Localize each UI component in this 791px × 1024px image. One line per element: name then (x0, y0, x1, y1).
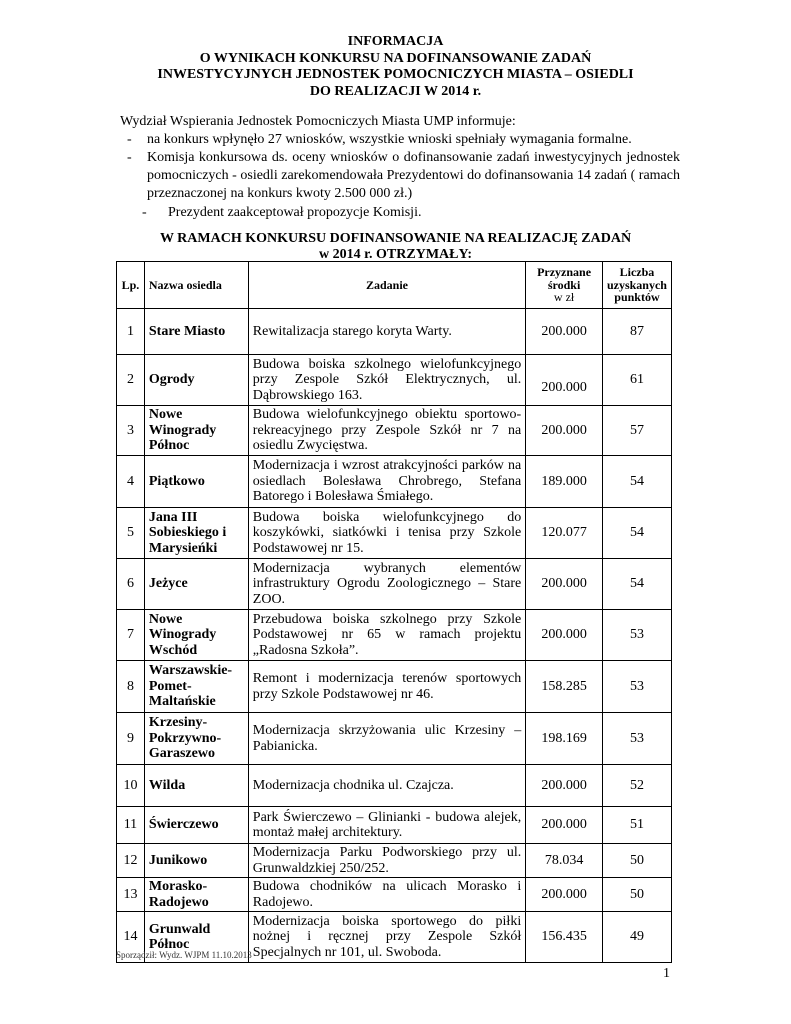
cell-name: Junikowo (144, 844, 248, 878)
cell-lp: 4 (117, 456, 145, 508)
cell-lp: 6 (117, 559, 145, 610)
cell-lp: 9 (117, 713, 145, 765)
cell-lp: 3 (117, 406, 145, 456)
cell-points: 50 (602, 844, 671, 878)
table-row (117, 355, 672, 406)
header-points-line: punktów (614, 290, 660, 305)
cell-name: Nowe Winogrady Wschód (144, 610, 248, 661)
table-row (117, 807, 672, 844)
title-line: DO REALIZACJI W 2014 r. (309, 83, 482, 99)
cell-amount: 158.285 (526, 661, 603, 713)
cell-task: Modernizacja skrzyżowania ulic Krzesiny – Pabianicka. (248, 713, 525, 765)
cell-amount: 200.000 (526, 406, 603, 456)
header-amount-line: w zł (553, 290, 575, 305)
header-lp: Lp. (117, 262, 145, 309)
cell-lp: 11 (117, 807, 145, 844)
cell-task: Modernizacja i wzrost atrakcyjności parków na osiedlach Bolesława Chrobrego, Stefana Batorego i Bolesława Śmiałego. (248, 456, 525, 508)
title-line: INWESTYCYJNYCH JEDNOSTEK POMOCNICZYCH MIASTA – OSIEDLI (157, 67, 634, 82)
header-points-line: Liczba (619, 265, 655, 280)
cell-name: Ogrody (144, 355, 248, 406)
cell-amount: 200.000 (526, 355, 603, 406)
cell-task: Modernizacja chodnika ul. Czajcza. (248, 765, 525, 807)
cell-points: 87 (602, 309, 671, 355)
cell-points: 51 (602, 807, 671, 844)
header-amount-line: środki (547, 277, 581, 292)
intro-lead: Wydział Wspierania Jednostek Pomocniczych Miasta UMP informuje: (120, 114, 516, 129)
cell-points: 57 (602, 406, 671, 456)
table-header-row (117, 262, 672, 309)
cell-task: Modernizacja Parku Podworskiego przy ul. Grunwaldzkiej 250/252. (248, 844, 525, 878)
cell-lp: 1 (117, 309, 145, 355)
cell-amount: 200.000 (526, 559, 603, 610)
footer-note: Sporządził: Wydz. WJPM 11.10.2013 (116, 950, 252, 960)
cell-lp: 5 (117, 508, 145, 559)
cell-points: 53 (602, 610, 671, 661)
cell-points: 61 (602, 355, 671, 406)
cell-name: Nowe Winogrady Północ (144, 406, 248, 456)
cell-amount: 198.169 (526, 713, 603, 765)
cell-amount: 200.000 (526, 878, 603, 912)
cell-task: Remont i modernizacja terenów sportowych przy Szkole Podstawowej nr 46. (248, 661, 525, 713)
cell-task: Rewitalizacja starego koryta Warty. (248, 309, 525, 355)
document-title (0, 34, 791, 100)
table-row (117, 844, 672, 878)
cell-points: 52 (602, 765, 671, 807)
cell-name: Warszawskie-Pomet-Maltańskie (144, 661, 248, 713)
cell-amount: 200.000 (526, 807, 603, 844)
cell-amount: 200.000 (526, 610, 603, 661)
cell-amount: 78.034 (526, 844, 603, 878)
subtitle-line: W RAMACH KONKURSU DOFINANSOWANIE NA REALIZACJĘ ZADAŃ (159, 231, 632, 246)
cell-points: 54 (602, 559, 671, 610)
cell-name: Grunwald Północ (144, 912, 248, 963)
cell-points: 53 (602, 713, 671, 765)
table-row (117, 661, 672, 713)
cell-task: Modernizacja boiska sportowego do piłki nożnej i ręcznej przy Zespole Szkół Specjalnych nr 101, ul. Swoboda. (248, 912, 525, 963)
cell-task: Budowa boiska szkolnego wielofunkcyjnego przy Zespole Szkół Elektrycznych, ul. Dąbrowskiego 163. (248, 355, 525, 406)
cell-lp: 10 (117, 765, 145, 807)
cell-task: Modernizacja wybranych elementów infrastruktury Ogrodu Zoologicznego – Stare ZOO. (248, 559, 525, 610)
cell-task: Przebudowa boiska szkolnego przy Szkole Podstawowej nr 65 w ramach projektu „Radosna Szkoła”. (248, 610, 525, 661)
table-row (117, 610, 672, 661)
cell-lp: 14 (117, 912, 145, 963)
table-row (117, 878, 672, 912)
cell-points: 54 (602, 508, 671, 559)
cell-points: 49 (602, 912, 671, 963)
cell-amount: 200.000 (526, 309, 603, 355)
header-task: Zadanie (248, 262, 525, 309)
header-amount-line: Przyznane (537, 265, 592, 280)
cell-name: Jana III Sobieskiego i Marysieńki (144, 508, 248, 559)
results-table (116, 261, 672, 963)
cell-amount: 200.000 (526, 765, 603, 807)
subtitle-line: w 2014 r. OTRZYMAŁY: (319, 247, 472, 262)
cell-task: Budowa boiska wielofunkcyjnego do koszykówki, siatkówki i tenisa przy Szkole Podstawowej nr 15. (248, 508, 525, 559)
intro-bullet: - Komisja konkursowa ds. oceny wniosków o dofinansowanie zadań inwestycyjnych jednostek pomocniczych - osiedli zarekomendowała Prezydentowi do dofinansowania 14 zadań ( ramach przeznaczonej na konkurs kwoty 2.500 000 zł.) (120, 149, 680, 203)
cell-lp: 13 (117, 878, 145, 912)
table-row (117, 559, 672, 610)
header-amount (526, 262, 603, 309)
cell-lp: 8 (117, 661, 145, 713)
cell-lp: 2 (117, 355, 145, 406)
cell-name: Wilda (144, 765, 248, 807)
table-row (117, 508, 672, 559)
cell-task: Budowa wielofunkcyjnego obiektu sportowo-rekreacyjnego przy Zespole Szkół nr 7 na osiedlu Zwycięstwa. (248, 406, 525, 456)
table-title (0, 231, 791, 263)
cell-task: Budowa chodników na ulicach Morasko i Radojewo. (248, 878, 525, 912)
cell-lp: 7 (117, 610, 145, 661)
intro-list (120, 131, 680, 222)
cell-name: Morasko-Radojewo (144, 878, 248, 912)
table-row (117, 406, 672, 456)
table-row (117, 456, 672, 508)
table-row (117, 765, 672, 807)
cell-amount: 189.000 (526, 456, 603, 508)
intro-section (120, 113, 680, 222)
cell-amount: 156.435 (526, 912, 603, 963)
cell-name: Piątkowo (144, 456, 248, 508)
cell-name: Stare Miasto (144, 309, 248, 355)
header-name: Nazwa osiedla (144, 262, 248, 309)
title-line: O WYNIKACH KONKURSU NA DOFINANSOWANIE ZADAŃ (199, 50, 592, 66)
cell-points: 53 (602, 661, 671, 713)
intro-bullet: - na konkurs wpłynęło 27 wniosków, wszystkie wnioski spełniały wymagania formalne. (120, 131, 680, 149)
cell-points: 54 (602, 456, 671, 508)
cell-lp: 12 (117, 844, 145, 878)
intro-bullet: - Prezydent zaakceptował propozycje Komisji. (120, 204, 680, 222)
cell-points: 50 (602, 878, 671, 912)
cell-name: Jeżyce (144, 559, 248, 610)
table-row (117, 309, 672, 355)
table-row (117, 713, 672, 765)
title-line: INFORMACJA (347, 34, 444, 49)
cell-task: Park Świerczewo – Glinianki - budowa alejek, montaż małej architektury. (248, 807, 525, 844)
cell-name: Krzesiny-Pokrzywno-Garaszewo (144, 713, 248, 765)
header-points-line: uzyskanych (606, 277, 667, 292)
header-points (602, 262, 671, 309)
cell-name: Świerczewo (144, 807, 248, 844)
page-number: 1 (663, 966, 670, 981)
cell-amount: 120.077 (526, 508, 603, 559)
